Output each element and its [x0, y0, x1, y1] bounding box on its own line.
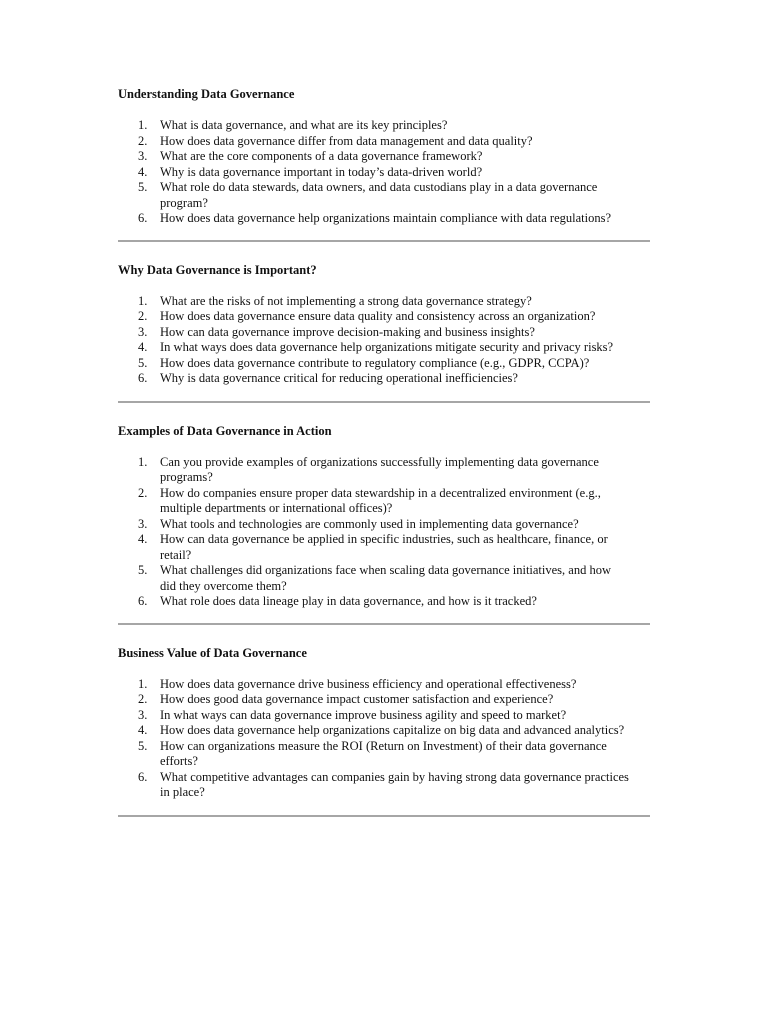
section-heading: Why Data Governance is Important? — [118, 262, 317, 277]
item-text: How does data governance contribute to regulatory compliance (e.g., GDPR, CCPA)? — [160, 355, 590, 370]
item-text: What tools and technologies are commonly used in implementing data governance? — [160, 516, 579, 531]
item-text: How can data governance improve decision-making and business insights? — [160, 324, 535, 339]
item-number: 5. — [138, 355, 148, 370]
list-item — [118, 340, 630, 356]
item-text: Can you provide examples of organizations successfully implementing data governance programs? — [160, 454, 599, 484]
item-number: 1. — [138, 293, 148, 308]
list-item — [118, 371, 630, 387]
item-text: How can organizations measure the ROI (Return on Investment) of their data governance efforts? — [160, 738, 607, 768]
list-item — [118, 677, 630, 693]
item-number: 3. — [138, 707, 148, 722]
item-number: 1. — [138, 454, 148, 469]
item-number: 2. — [138, 692, 148, 706]
item-text: How does data governance ensure data quality and consistency across an organization? — [160, 309, 596, 323]
item-text: How does data governance help organizations maintain compliance with data regulations? — [160, 211, 612, 225]
item-text: What role do data stewards, data owners, and data custodians play in a data governance program? — [160, 180, 598, 210]
item-text: Why is data governance important in today’s data-driven world? — [160, 164, 483, 179]
section-heading: Business Value of Data Governance — [118, 645, 307, 660]
list-item — [118, 309, 630, 325]
section-divider — [118, 401, 650, 403]
item-text: In what ways does data governance help organizations mitigate security and privacy risks? — [160, 340, 614, 354]
question-list — [118, 118, 650, 227]
section-heading: Examples of Data Governance in Action — [118, 423, 332, 438]
item-number: 6. — [138, 211, 148, 225]
item-number: 5. — [138, 738, 148, 753]
item-text: How can data governance be applied in specific industries, such as healthcare, finance, or retail? — [160, 532, 608, 562]
list-item — [118, 563, 630, 594]
section-divider — [118, 240, 650, 242]
list-item — [118, 149, 630, 165]
item-number: 4. — [138, 532, 148, 546]
list-item — [118, 356, 630, 372]
section-business-value-data-governance — [118, 645, 650, 801]
list-item — [118, 134, 630, 150]
item-text: What role does data lineage play in data governance, and how is it tracked? — [160, 594, 537, 608]
item-text: What is data governance, and what are its key principles? — [160, 118, 448, 132]
item-number: 6. — [138, 594, 148, 608]
list-item — [118, 180, 630, 211]
item-number: 4. — [138, 723, 148, 737]
item-text: Why is data governance critical for reducing operational inefficiencies? — [160, 371, 518, 385]
item-number: 5. — [138, 180, 148, 194]
item-text: How do companies ensure proper data stewardship in a decentralized environment (e.g., multiple departments or international offices)? — [160, 485, 601, 515]
list-item — [118, 723, 630, 739]
item-text: How does good data governance impact customer satisfaction and experience? — [160, 692, 554, 706]
list-item — [118, 594, 630, 610]
list-item — [118, 211, 630, 227]
list-item — [118, 165, 630, 181]
list-item — [118, 770, 630, 801]
section-divider — [118, 623, 650, 625]
item-number: 2. — [138, 485, 148, 500]
list-item — [118, 517, 630, 533]
item-text: How does data governance drive business efficiency and operational effectiveness? — [160, 676, 577, 691]
list-item — [118, 486, 630, 517]
item-number: 4. — [138, 164, 148, 179]
section-why-data-governance-important — [118, 262, 650, 387]
question-list — [118, 455, 650, 610]
item-number: 3. — [138, 149, 148, 163]
section-heading: Understanding Data Governance — [118, 87, 295, 101]
item-text: How does data governance differ from data management and data quality? — [160, 133, 533, 148]
item-text: What are the core components of a data governance framework? — [160, 149, 483, 163]
item-number: 2. — [138, 309, 148, 323]
item-number: 3. — [138, 324, 148, 339]
item-number: 3. — [138, 516, 148, 531]
section-understanding-data-governance — [118, 86, 650, 227]
question-list — [118, 677, 650, 801]
list-item — [118, 739, 630, 770]
list-item — [118, 532, 630, 563]
list-item — [118, 708, 630, 724]
item-text: What are the risks of not implementing a strong data governance strategy? — [160, 293, 532, 308]
item-number: 4. — [138, 340, 148, 354]
item-number: 5. — [138, 563, 148, 577]
section-examples-data-governance — [118, 423, 650, 610]
item-number: 6. — [138, 769, 148, 784]
section-divider — [118, 815, 650, 817]
list-item — [118, 692, 630, 708]
item-text: What challenges did organizations face when scaling data governance initiatives, and how did they overcome them? — [160, 563, 611, 593]
item-text: How does data governance help organizations capitalize on big data and advanced analytics? — [160, 723, 625, 737]
item-text: In what ways can data governance improve business agility and speed to market? — [160, 707, 567, 722]
item-text: What competitive advantages can companies gain by having strong data governance practices in place? — [160, 769, 629, 799]
list-item — [118, 455, 630, 486]
item-number: 6. — [138, 371, 148, 385]
item-number: 2. — [138, 133, 148, 148]
list-item — [118, 294, 630, 310]
list-item — [118, 118, 630, 134]
question-list — [118, 294, 650, 387]
item-number: 1. — [138, 676, 148, 691]
list-item — [118, 325, 630, 341]
item-number: 1. — [138, 118, 148, 132]
